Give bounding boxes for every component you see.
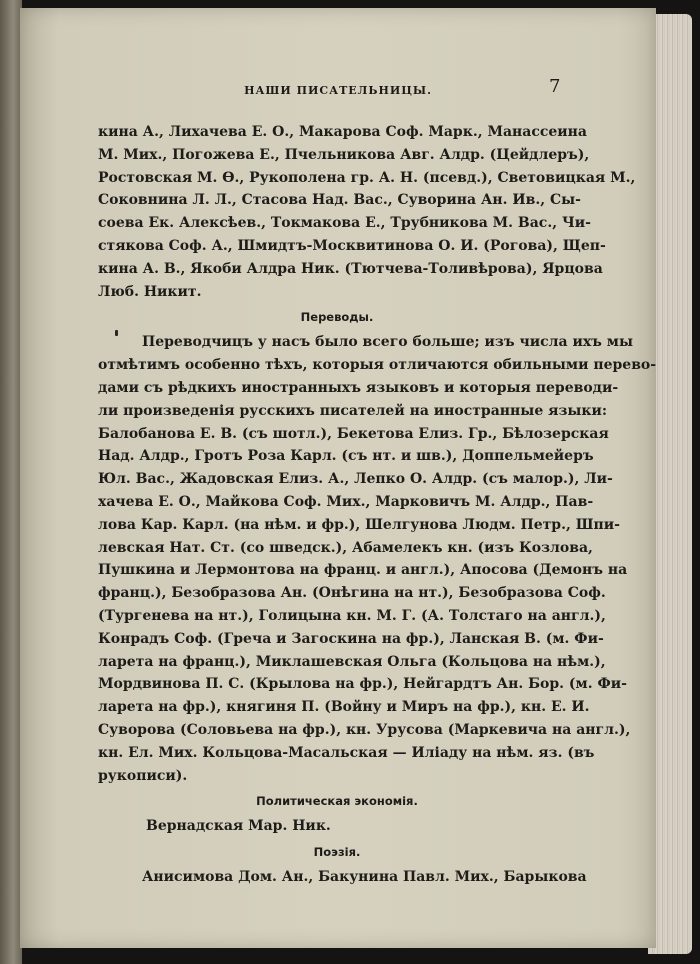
text-line: кн. Ел. Мих. Кольцова-Масальская — Иліаду на нѣм. яз. (въ: [98, 744, 595, 761]
section-heading-translations: Переводы.: [300, 310, 374, 325]
text-line: Переводчицъ у насъ было всего больше; изъ числа ихъ мы: [142, 334, 633, 351]
text-line: ларета на фр.), княгиня П. (Войну и Миръ на фр.), кн. Е. И.: [98, 699, 590, 716]
text-line: Мордвинова П. С. (Крылова на фр.), Нейгардтъ Ан. Бор. (м. Фи-: [98, 676, 627, 693]
text-line: Над. Алдр., Гротъ Роза Карл. (съ нт. и шв.), Доппельмейеръ: [98, 448, 594, 465]
text-line: Конрадъ Соф. (Греча и Загоскина на фр.), Ланская В. (м. Фи-: [98, 630, 604, 647]
text-line: левская Нат. Ст. (со шведск.), Абамелекъ кн. (изъ Козлова,: [98, 539, 593, 556]
text-line: Суворова (Соловьева на фр.), кн. Урусова (Маркевича на англ.),: [98, 721, 631, 738]
book-page: [20, 8, 656, 948]
text-line: Юл. Вас., Жадовская Елиз. А., Лепко О. Алдр. (съ малор.), Ли-: [98, 471, 613, 488]
text-line: ларета на франц.), Миклашевская Ольга (Кольцова на нѣм.),: [98, 653, 606, 670]
text-line: Пушкина и Лермонтова на франц. и англ.), Апосова (Демонъ на: [98, 562, 628, 579]
text-line: Ростовская М. Ѳ., Рукополена гр. А. Н. (псевд.), Световицкая М.,: [98, 169, 636, 186]
margin-mark: [115, 330, 118, 336]
text-line: хачева Е. О., Майкова Соф. Мих., Марковичъ М. Алдр., Пав-: [98, 493, 594, 510]
text-line: рукописи).: [98, 767, 188, 784]
text-line: М. Мих., Погожева Е., Пчельникова Авг. Алдр. (Цейдлеръ),: [98, 146, 590, 163]
text-line: соева Ек. Алексѣев., Токмакова Е., Трубникова М. Вас., Чи-: [98, 215, 591, 232]
text-line: (Тургенева на нт.), Голицына кн. М. Г. (А. Толстаго на англ.),: [98, 607, 606, 624]
text-line: франц.), Безобразова Ан. (Онѣгина на нт.), Безобразова Соф.: [98, 585, 606, 602]
text-line: лова Кар. Карл. (на нѣм. и фр.), Шелгунова Людм. Петр., Шпи-: [98, 516, 620, 533]
text-line: Балобанова Е. В. (съ шотл.), Бекетова Елиз. Гр., Бѣлозерская: [98, 425, 609, 442]
text-line: кина А. В., Якоби Алдра Ник. (Тютчева-Толивѣрова), Ярцова: [98, 260, 603, 277]
page-text: [98, 121, 657, 889]
text-line: Люб. Никит.: [98, 283, 202, 300]
running-head: НАШИ ПИСАТЕЛЬНИЦЫ.: [244, 84, 432, 97]
text-line: дами съ рѣдкихъ иностранныхъ языковъ и которыя переводи-: [98, 379, 619, 396]
section-heading-economy: Политическая экономія.: [256, 794, 418, 809]
text-line: стякова Соф. А., Шмидтъ-Москвитинова О. И. (Рогова), Щеп-: [98, 237, 606, 254]
page-number: 7: [549, 76, 561, 97]
text-line: Соковнина Л. Л., Стасова Над. Вас., Суворина Ан. Ив., Сы-: [98, 192, 581, 209]
text-line: отмѣтимъ особенно тѣхъ, которыя отличаются обильными перево-: [98, 357, 657, 374]
text-line: Анисимова Дом. Ан., Бакунина Павл. Мих., Барыкова: [142, 869, 587, 886]
text-line: ли произведенія русскихъ писателей на иностранные языки:: [98, 402, 608, 419]
text-line: кина А., Лихачева Е. О., Макарова Соф. Марк., Манассеина: [98, 124, 587, 140]
section-heading-poetry: Поэзія.: [313, 845, 361, 860]
facing-page-edge: [0, 0, 22, 964]
text-line: Вернадская Мар. Ник.: [146, 818, 331, 835]
